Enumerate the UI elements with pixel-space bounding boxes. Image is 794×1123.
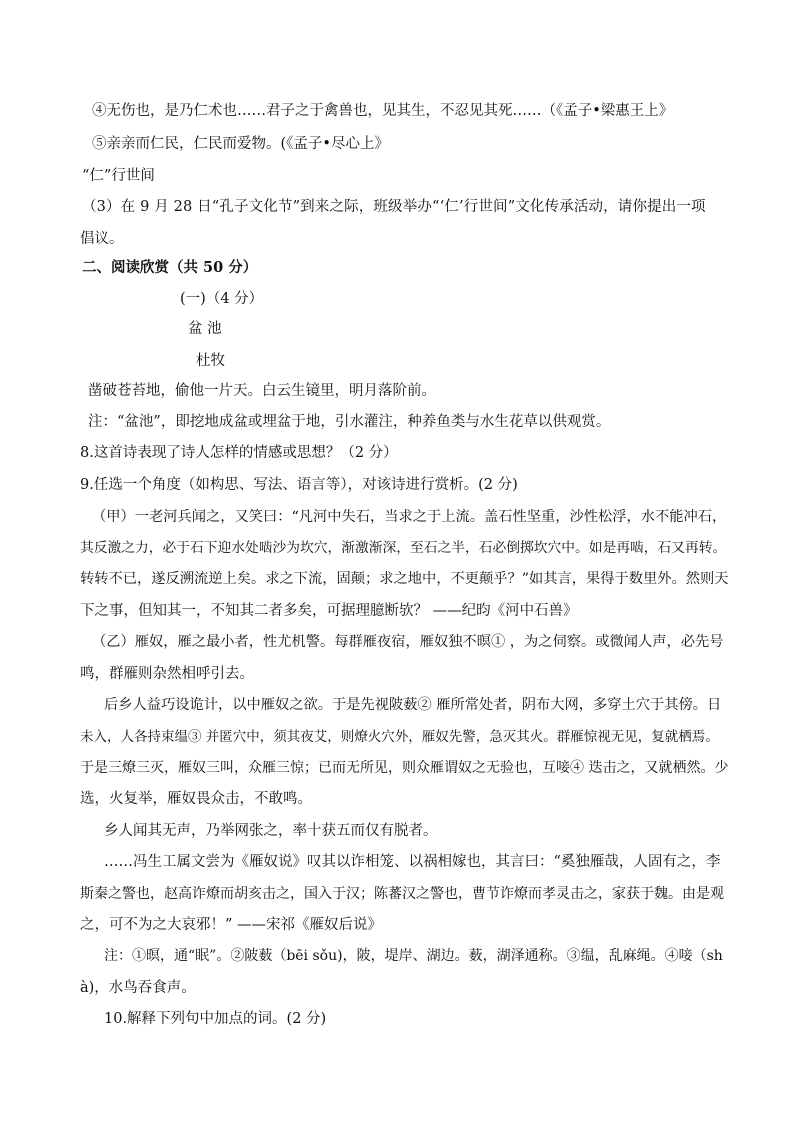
passage-b-line-3: 后乡人益巧设诡计，以中雁奴之欲。于是先视陂薮② 雁所常处者，阴布大网，多穿土穴于其傍。日 [104, 697, 722, 713]
passage-b-line-7: 乡人闻其无声，乃举网张之，率十获五而仅有脱者。 [104, 823, 438, 839]
passage-b-line-10: 之，可不为之大哀邪！” ——宋祁《雁奴后说》 [80, 917, 383, 933]
passage-a-line-4: 下之事，但知其一，不知其二者多矣，可据理臆断欤？ ——纪昀《河中石兽》 [80, 603, 578, 619]
poem-author: 杜牧 [196, 353, 225, 369]
subsection-heading-1: (一)（4 分） [180, 291, 264, 307]
passage-a-line-3: 转转不已，遂反溯流逆上矣。求之下流，固颠；求之地中，不更颠乎？”如其言，果得于数里外。然则天 [80, 571, 729, 587]
passage-b-line-5: 于是三燎三灭，雁奴三叫，众雁三惊；已而无所见，则众雁谓奴之无验也，互唼④ 迭击之，又就栖然。少 [80, 760, 729, 776]
question-9: 9.任选一个角度（如构思、写法、语言等），对该诗进行赏析。(2 分) [80, 477, 518, 493]
poem-title: 盆 池 [188, 321, 222, 337]
question-3-line-1: （3）在 9 月 28 日“孔子文化节”到来之际，班级举办“‘仁’行世间”文化传承活动，请你提出一项 [82, 199, 706, 215]
quote-line-5: ⑤亲亲而仁民，仁民而爱物。(《孟子•尽心上》 [92, 136, 389, 152]
passage-b-line-6: 选，火复举，雁奴畏众击，不敢鸣。 [80, 791, 312, 807]
passage-b-line-1: （乙）雁奴，雁之最小者，性尤机警。每群雁夜宿，雁奴独不暝① ，为之伺察。或微闻人声，必先号 [92, 634, 724, 650]
passage-notes-line-1: 注：①暝，通“眠”。②陂薮（bēi sǒu)，陂，堤岸、湖边。薮，湖泽通称。③缊，乱麻绳。④唼（sh [104, 948, 723, 964]
passage-a-line-2: 其反激之力，必于石下迎水处啮沙为坎穴，渐激渐深，至石之半，石必倒掷坎穴中。如是再啮，石又再转。 [80, 540, 727, 556]
activity-title: “仁”行世间 [82, 168, 155, 184]
question-10: 10.解释下列句中加点的词。(2 分) [104, 1011, 327, 1027]
poem-text: 凿破苍苔地，偷他一片天。白云生镜里，明月落阶前。 [88, 383, 436, 399]
question-3-line-2: 倡议。 [80, 231, 124, 247]
passage-b-line-8: ……冯生工属文尝为《雁奴说》叹其以诈相笼、以祸相嫁也，其言曰：“奚独雁哉，人固有之，李 [104, 854, 721, 870]
poem-note: 注：“盆池”，即挖地成盆或埋盆于地，引水灌注，种养鱼类与水生花草以供观赏。 [88, 414, 611, 430]
passage-notes-line-2: à)，水鸟吞食声。 [80, 980, 196, 996]
quote-line-4: ④无伤也，是乃仁术也……君子之于禽兽也，见其生，不忍见其死……（《孟子•梁惠王上》 [92, 103, 674, 119]
question-8: 8.这首诗表现了诗人怎样的情感或思想？（2 分） [80, 445, 398, 461]
passage-b-line-2: 鸣，群雁则杂然相呼引去。 [80, 666, 254, 682]
passage-a-line-1: （甲）一老河兵闻之，又笑曰：“凡河中失石，当求之于上流。盖石性坚重，沙性松浮，水不能冲石， [92, 509, 727, 525]
section-heading-reading: 二、阅读欣赏（共 50 分） [82, 259, 258, 276]
passage-b-line-9: 斯秦之警也，赵高诈燎而胡亥击之，国入于汉；陈蕃汉之警也，曹节诈燎而孝灵击之，家获于魏。由是观 [80, 886, 724, 902]
passage-b-line-4: 未入，人各持束缊③ 并匿穴中，须其夜艾，则燎火穴外，雁奴先警，急灭其火。群雁惊视无见，复就栖焉。 [80, 729, 719, 745]
